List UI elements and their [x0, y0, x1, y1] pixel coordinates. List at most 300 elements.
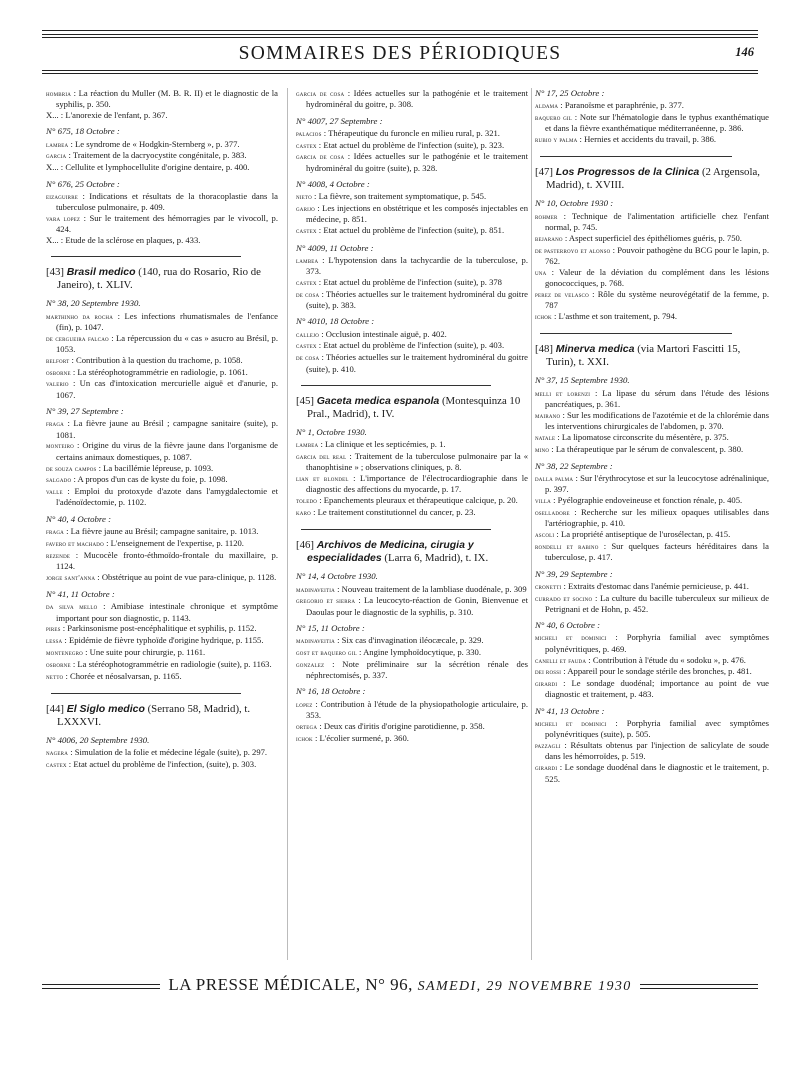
- article-entry: [296, 255, 528, 277]
- column-3: [535, 88, 769, 968]
- column-2: [296, 88, 528, 968]
- footer-journal: LA PRESSE MÉDICALE, N° 96,: [168, 975, 413, 994]
- article-title: : Un cas d'intoxication mercurielle aiguë et d'anurie, p. 1067.: [56, 378, 278, 400]
- article-title: : La culture du bacille tuberculeux sur milieux de Petrignani et de Hohn, p. 452.: [545, 592, 769, 614]
- article-title: : Le sondage duodénal dans le diagnostic et le traitement, p. 525.: [545, 762, 769, 784]
- article-entry: [296, 277, 528, 288]
- section-divider: [51, 256, 241, 257]
- article-entry: [296, 473, 528, 495]
- article-author: garcia: [46, 152, 67, 161]
- article-entry: [296, 699, 528, 721]
- article-title: : Recherche sur les milieux opaques utilisables dans l'artériographie, p. 410.: [545, 507, 769, 529]
- article-author: villa: [535, 497, 551, 506]
- article-title: : L'écolier surmené, p. 360.: [312, 732, 409, 743]
- article-author: castex: [296, 342, 317, 351]
- article-author: micheli et dominici: [535, 720, 607, 729]
- article-title: : Parkinsonisme post-encéphalitique et syphilis, p. 1152.: [60, 623, 257, 634]
- journal-name: El Siglo medico: [66, 702, 145, 715]
- article-title: : La fièvre jaune au Brésil; campagne sanitaire, p. 1013.: [63, 526, 259, 536]
- article-author: rubio y palma: [535, 136, 578, 145]
- issue-heading: N° 39, 29 Septembre :: [535, 568, 613, 579]
- issue-heading: N° 40, 4 Octobre :: [46, 513, 112, 524]
- article-entry: [46, 440, 278, 462]
- article-entry: [296, 329, 528, 340]
- issue-heading: N° 10, Octobre 1930 :: [535, 198, 614, 209]
- issue-heading: N° 38, 20 Septembre 1930.: [46, 298, 141, 309]
- article-author: valle: [46, 488, 63, 497]
- issue-heading: N° 41, 13 Octobre :: [535, 705, 605, 716]
- issue-heading: N° 4010, 18 Octobre :: [296, 316, 375, 327]
- section-divider: [51, 693, 241, 694]
- article-author: jorge sant'anna: [46, 573, 96, 582]
- column-divider: [287, 88, 288, 960]
- journal-number: [43]: [46, 266, 64, 279]
- article-author: bejarano: [535, 234, 563, 243]
- issue-heading: N° 38, 22 Septembre :: [535, 460, 613, 471]
- article-author: girardi: [535, 680, 558, 689]
- article-entry: [535, 495, 769, 506]
- article-title: : Théories actuelles sur le traitement hydrominéral du goitre (suite), p. 383.: [306, 288, 528, 311]
- article-author: fraga: [46, 420, 64, 429]
- article-title: : Chorée et néosalvarsan, p. 1165.: [63, 670, 182, 681]
- article-author: lessa: [46, 637, 63, 646]
- journal-name: Minerva medica: [555, 343, 635, 356]
- article-entry: [296, 88, 528, 110]
- article-entry: [46, 367, 278, 378]
- article-author: lian et blondel: [296, 475, 349, 484]
- article-title: : La lipomatose circonscrite du mésentère, p. 375.: [555, 431, 729, 442]
- article-author: garijo: [296, 205, 315, 214]
- article-author: favero et machado: [46, 539, 104, 548]
- article-title: : Théories actuelles sur le traitement hydrominéral du goitre (suite), p. 410.: [306, 352, 528, 374]
- article-author: lambea: [296, 441, 319, 450]
- issue-heading: N° 676, 25 Octobre :: [46, 178, 120, 189]
- article-title: : Paranoïsme et paraphrénie, p. 377.: [558, 100, 684, 111]
- article-title: : Sur quelques facteurs héréditaires dans la tuberculose, p. 417.: [545, 540, 769, 563]
- article-title: : La répercussion du « cas » asucro au Brésil, p. 1053.: [56, 332, 278, 355]
- article-entry: [46, 88, 278, 110]
- article-author: lambea: [46, 140, 69, 149]
- article-title: : Contribution à l'étude du « sodoku », p. 476.: [586, 654, 746, 665]
- article-author: marthinho da rocha: [46, 312, 114, 321]
- article-author: ortega: [296, 722, 318, 731]
- article-author: da silva mello: [46, 603, 98, 612]
- issue-heading: N° 14, 4 Octobre 1930.: [296, 571, 378, 582]
- article-author: ichok: [535, 312, 552, 321]
- article-entry: [535, 134, 769, 145]
- article-title: : Rôle du système neurovégétatif de la femme, p. 787: [545, 288, 769, 311]
- article-entry: [296, 140, 528, 151]
- article-entry: [46, 162, 278, 172]
- issue-heading: N° 41, 11 Octobre :: [46, 588, 115, 599]
- article-author: belfort: [46, 356, 70, 365]
- column-divider: [531, 88, 532, 960]
- article-entry: [46, 139, 278, 150]
- article-author: de souza campos: [46, 464, 97, 473]
- article-entry: [535, 541, 769, 563]
- article-entry: [296, 439, 528, 450]
- article-title: : Note sur l'hématologie dans le typhus exanthématique et dans la fièvre exanthématique méditerranéenne, p. 386.: [545, 112, 769, 134]
- article-title: : Extraits d'estomac dans l'anémie pernicieuse, p. 441.: [561, 580, 749, 591]
- issue-heading: N° 37, 15 Septembre 1930.: [535, 375, 630, 386]
- article-entry: [296, 733, 528, 744]
- article-title: : Etat actuel du problème de l'infection (suite), p. 403.: [316, 340, 505, 351]
- article-entry: [296, 584, 528, 595]
- header-rule: [42, 73, 758, 74]
- issue-heading: N° 4008, 4 Octobre :: [296, 179, 370, 190]
- article-author: pazzagli: [535, 742, 561, 751]
- article-author: madinaveitia: [296, 637, 335, 646]
- section-divider: [301, 385, 491, 386]
- section-divider: [540, 333, 732, 334]
- issue-heading: N° 4006, 20 Septembre 1930.: [46, 734, 150, 745]
- article-title: : Sur les modifications de l'azotémie et de la chlorémie dans les interventions chirurgicales de l'abdomen, p. 370.: [545, 409, 769, 431]
- article-entry: [296, 225, 528, 236]
- article-title: : Note préliminaire sur la sécrétion rénale des néphrectomisés, p. 337.: [306, 658, 528, 681]
- article-title: : La leucocyto-réaction de Gonin, Bienvenue et Daoulas pour le diagnostic de la syphilis, p. 310.: [306, 595, 528, 617]
- journal-name: Gaceta medica espanola: [316, 394, 440, 407]
- article-title: : Contribution à la question du trachome, p. 1058.: [69, 354, 243, 365]
- article-title: : L'asthme et son traitement, p. 794.: [551, 310, 678, 321]
- article-author: castex: [296, 141, 317, 150]
- article-entry: [296, 595, 528, 617]
- article-title: : Valeur de la déviation du complément dans les lésions gonococciques, p. 768.: [545, 266, 769, 289]
- article-entry: [46, 333, 278, 355]
- article-entry: [535, 112, 769, 134]
- article-title: : Sur le traitement des hémorragies par le vivocoll, p. 424.: [56, 212, 278, 235]
- article-author: fraga: [46, 528, 64, 536]
- article-entry: [535, 581, 769, 592]
- article-entry: [46, 659, 278, 670]
- header-rule: [42, 37, 758, 38]
- article-entry: [535, 432, 769, 443]
- footer-date: SAMEDI, 29 NOVEMBRE 1930: [417, 979, 632, 994]
- article-title: : L'hypotension dans la tachycardie de la tuberculose, p. 373.: [306, 254, 528, 277]
- article-title: : La thérapeutique par le sérum de convalescent, p. 380.: [549, 443, 744, 454]
- journal-heading: [46, 266, 278, 292]
- article-entry: [535, 267, 769, 289]
- journal-name: Los Progressos de la Clinica: [555, 166, 700, 179]
- issue-heading: N° 40, 6 Octobre :: [535, 620, 601, 631]
- article-author: toledo: [296, 497, 318, 506]
- article-author: perez de velasco: [535, 290, 589, 299]
- article-author: oselladore: [535, 509, 570, 518]
- article-entry: [535, 593, 769, 615]
- article-author: de cosa: [296, 290, 320, 299]
- article-entry: [46, 601, 278, 623]
- article-author: hombria: [46, 90, 72, 98]
- article-entry: [296, 151, 528, 173]
- article-entry: [535, 655, 769, 666]
- article-author: callejo: [296, 330, 320, 339]
- journal-details: (140, rua do Rosario, Rio de Janeiro), t. XLIV.: [57, 266, 261, 292]
- article-author: montenegro: [46, 648, 83, 657]
- article-title: : La stéréophotogrammétrie en radiologie (suite), p. 1163.: [70, 658, 272, 669]
- article-entry: [46, 647, 278, 658]
- article-entry: [46, 747, 278, 758]
- article-entry: [535, 473, 769, 495]
- article-entry: [46, 550, 278, 572]
- article-author: garcia del real: [296, 452, 347, 461]
- journal-heading: [46, 703, 278, 729]
- article-title: : Le sondage duodénal; importance au point de vue diagnostic et traitement, p. 483.: [545, 678, 769, 700]
- article-entry: [296, 340, 528, 351]
- article-author: garcia de cosa: [296, 153, 345, 162]
- article-title: : Indications et résultats de la thoracoplastie dans la tuberculose pulmonaire, p. 409.: [56, 190, 278, 213]
- article-title: : Le syndrome de « Hodgkin-Sternberg », p. 377.: [68, 138, 240, 149]
- journal-details: (via Martori Fascitti 15, Turin), t. XXI.: [546, 343, 741, 369]
- article-author: osborne: [46, 660, 71, 669]
- article-author: castex: [46, 760, 67, 769]
- article-title: : Idées actuelles sur la pathogénie et le traitement hydrominéral du goitre, p. 308.: [306, 88, 528, 110]
- article-title: : La réaction du Muller (M. B. R. II) et le diagnostic de la syphilis, p. 350.: [56, 88, 278, 110]
- article-title: : L'importance de l'électrocardiographie dans le diagnostic des affections du myocarde, p. 17.: [306, 473, 528, 495]
- article-entry: [296, 352, 528, 374]
- article-entry: [296, 721, 528, 732]
- journal-details: (Larra 6, Madrid), t. IX.: [381, 552, 489, 565]
- article-title: : Emploi du protoxyde d'azote dans l'amygdalectomie et l'adénoïdectomie, p. 1102.: [56, 486, 278, 508]
- article-title: : Etat actuel du problème de l'infection (suite), p. 378: [316, 276, 502, 287]
- article-entry: [46, 311, 278, 333]
- article-author: de pasterroyo et alonso: [535, 246, 611, 255]
- article-title: : L'enseignement de l'expertise, p. 1120.: [103, 537, 244, 548]
- article-entry: [46, 378, 278, 400]
- article-entry: [296, 289, 528, 311]
- article-author: vara lopez: [46, 214, 81, 223]
- article-title: X... : Etude de la sclérose en plaques, p. 433.: [46, 235, 201, 246]
- section-divider: [301, 529, 491, 530]
- article-title: : Les infections rhumatismales de l'enfance (fin), p. 1047.: [56, 310, 278, 332]
- article-entry: [535, 311, 769, 322]
- article-entry: [46, 418, 278, 440]
- article-author: aldama: [535, 102, 559, 111]
- article-title: : Sur l'érythrocytose et sur la leucocytose adrénalinique, p. 397.: [545, 473, 769, 495]
- article-title: : La stéréophotogrammétrie en radiologie, p. 1061.: [70, 366, 248, 377]
- article-entry: [296, 495, 528, 506]
- article-author: osborne: [46, 368, 71, 377]
- article-author: gregorio et sierra: [296, 597, 356, 606]
- article-title: : Appareil pour le sondage stérile des bronches, p. 481.: [561, 666, 752, 677]
- article-entry: [535, 762, 769, 784]
- article-entry: [46, 474, 278, 485]
- article-entry: [296, 203, 528, 225]
- article-entry: [535, 666, 769, 677]
- article-entry: [296, 635, 528, 646]
- article-entry: [296, 128, 528, 139]
- article-title: : A propos d'un cas de kyste du foie, p. 1098.: [71, 474, 228, 485]
- article-title: : Epanchements pleuraux et thérapeutique calcique, p. 20.: [317, 495, 518, 506]
- article-entry: [535, 718, 769, 740]
- issue-heading: N° 39, 27 Septembre :: [46, 406, 124, 417]
- article-author: monteiro: [46, 442, 74, 451]
- issue-heading: N° 1, Octobre 1930.: [296, 426, 367, 437]
- article-title: : Thérapeutique du furoncle en milieu rural, p. 321.: [321, 127, 500, 138]
- issue-heading: N° 4009, 11 Octobre :: [296, 242, 374, 253]
- article-author: ascoli: [535, 531, 555, 540]
- article-title: : Aspect superficiel des épithéliomes guéris, p. 750.: [562, 232, 742, 243]
- article-author: valerio: [46, 380, 69, 389]
- article-title: : Obstétrique au point de vue para-clinique, p. 1128.: [95, 571, 277, 582]
- journal-details: (Serrano 58, Madrid), t. LXXXVI.: [57, 702, 251, 728]
- article-author: garcia de cosa: [296, 90, 345, 98]
- article-entry: [46, 213, 278, 235]
- article-entry: [46, 235, 278, 245]
- article-author: girardi: [535, 764, 558, 773]
- article-title: : Etat actuel du problème de l'infection, (suite), p. 303.: [66, 758, 257, 769]
- page-title: SOMMAIRES DES PÉRIODIQUES: [238, 43, 562, 64]
- article-entry: [535, 245, 769, 267]
- journal-heading: [296, 395, 528, 421]
- article-title: : Les injections en obstétrique et les composés injectables en médecine, p. 851.: [306, 203, 528, 225]
- article-title: : La fièvre, son traitement symptomatique, p. 545.: [311, 191, 487, 202]
- article-entry: [535, 211, 769, 233]
- article-author: de cosa: [296, 354, 320, 363]
- header-rule: [42, 70, 758, 71]
- article-author: dalla palma: [535, 475, 574, 484]
- article-author: ichok: [296, 734, 313, 743]
- article-author: eizaguirre: [46, 192, 78, 201]
- article-entry: [46, 191, 278, 213]
- article-author: lopez: [296, 700, 313, 709]
- article-entry: [535, 740, 769, 762]
- article-entry: [46, 671, 278, 682]
- article-title: : Contribution à l'étude de la physiopathologie articulaire, p. 353.: [306, 698, 528, 720]
- article-title: : Hernies et accidents du travail, p. 386.: [577, 134, 717, 145]
- article-entry: [46, 463, 278, 474]
- article-author: palacios: [296, 129, 322, 138]
- issue-heading: N° 15, 11 Octobre :: [296, 622, 365, 633]
- article-title: : Traitement de la tuberculose pulmonaire par la « thanophtisine » ; observations cliniques, p. 8.: [306, 450, 528, 473]
- article-title: : La clinique et les septicémies, p. 1.: [318, 439, 446, 450]
- issue-heading: N° 17, 25 Octobre :: [535, 88, 605, 98]
- journal-number: [45]: [296, 394, 314, 407]
- article-title: : Le traitement constitutionnel du cancer, p. 23.: [310, 506, 476, 517]
- journal-number: [44]: [46, 702, 64, 715]
- article-author: cronetti: [535, 582, 562, 591]
- article-author: currado et socino: [535, 594, 593, 603]
- section-divider: [540, 156, 732, 157]
- article-author: mairano: [535, 411, 561, 420]
- issue-heading: N° 16, 18 Octobre :: [296, 686, 366, 697]
- article-author: rohmer: [535, 212, 558, 221]
- article-title: : La propriété antiseptique de l'urosélectan, p. 415.: [554, 529, 731, 540]
- journal-heading: [535, 343, 769, 369]
- article-author: lambea: [296, 256, 319, 265]
- article-author: karo: [296, 508, 311, 517]
- article-entry: [535, 678, 769, 700]
- article-author: de cergueira falcao: [46, 334, 109, 343]
- article-entry: [535, 410, 769, 432]
- article-author: gost et baquero gil: [296, 648, 357, 657]
- article-author: castex: [296, 278, 317, 287]
- article-title: : Porphyria familial avec symptômes polynévritiques (suite), p. 505.: [545, 718, 769, 740]
- article-title: : La fièvre jaune au Brésil ; campagne sanitaire (suite), p. 1081.: [56, 418, 278, 440]
- article-title: : Epidémie de fièvre typhoïde d'origine hydrique, p. 1155.: [62, 635, 264, 646]
- page-number: 146: [735, 45, 754, 59]
- article-entry: [296, 191, 528, 202]
- journal-heading: [296, 539, 528, 565]
- article-entry: [535, 100, 769, 111]
- article-title: : Idées actuelles sur le pathogénie et le traitement hydrominéral du goitre (suite), p. 328.: [306, 151, 528, 173]
- article-entry: [296, 659, 528, 681]
- article-author: madinaveitia: [296, 585, 335, 594]
- article-author: natale: [535, 433, 556, 442]
- header-rule: [42, 34, 758, 35]
- article-title: : La bacillémie lépreuse, p. 1093.: [96, 462, 214, 473]
- article-entry: [46, 635, 278, 646]
- journal-details: (2 Argensola, Madrid), t. XVIII.: [546, 166, 760, 192]
- journal-details: (Montesquinza 10 Pral., Madrid), t. IV.: [307, 394, 521, 420]
- article-title: : Six cas d'invagination iléocæcale, p. 329.: [334, 635, 484, 646]
- article-author: netto: [46, 672, 64, 681]
- article-author: canelli et fauda: [535, 656, 587, 665]
- journal-name: Archivos de Medicina, cirugia y especialidades: [307, 539, 474, 565]
- article-author: castex: [296, 227, 317, 236]
- article-title: : Amibiase intestinale chronique et symptôme important pour son diagnostic, p. 1143.: [56, 601, 278, 623]
- article-title: : Deux cas d'iritis d'origine parotidienne, p. 358.: [317, 720, 485, 731]
- article-entry: [46, 150, 278, 161]
- article-entry: [46, 572, 278, 583]
- article-author: nagera: [46, 749, 69, 758]
- article-author: una: [535, 268, 547, 277]
- journal-number: [46]: [296, 539, 314, 552]
- article-title: : Etat actuel du problème de l'infection (suite), p. 851.: [316, 225, 505, 236]
- article-entry: [535, 444, 769, 455]
- article-entry: [46, 486, 278, 508]
- article-entry: [46, 110, 278, 120]
- article-entry: [535, 289, 769, 311]
- article-entry: [46, 526, 278, 537]
- article-entry: [296, 647, 528, 658]
- article-title: : Traitement de la dacryocystite congénitale, p. 383.: [66, 150, 247, 161]
- article-author: micheli et dominici: [535, 634, 607, 643]
- article-entry: [46, 355, 278, 366]
- article-author: salgado: [46, 476, 72, 485]
- article-entry: [535, 233, 769, 244]
- article-author: pires: [46, 625, 61, 634]
- journal-heading: [535, 166, 769, 192]
- article-title: : Occlusion intestinale aiguë, p. 402.: [319, 328, 447, 339]
- article-title: : Pyélographie endoveineuse et fonction rénale, p. 405.: [551, 495, 743, 506]
- article-entry: [296, 451, 528, 473]
- article-author: rondelli et rabino: [535, 542, 599, 551]
- article-title: : Simulation de la folie et médecine légale (suite), p. 297.: [68, 747, 268, 758]
- article-author: gonzalez: [296, 660, 325, 669]
- article-author: rezende: [46, 551, 71, 560]
- journal-number: [47]: [535, 166, 553, 179]
- article-title: : Technique de l'alimentation artificielle chez l'enfant normal, p. 745.: [545, 210, 769, 233]
- article-entry: [46, 759, 278, 770]
- article-author: baquero gil: [535, 114, 573, 123]
- article-title: : Porphyria familial avec symptômes polynévritiques, p. 469.: [545, 632, 769, 654]
- article-title: : Mucocèle fronto-éthmoïdo-frontale du maxillaire, p. 1124.: [56, 549, 278, 571]
- article-title: : Etat actuel du problème de l'infection (suite), p. 323.: [316, 139, 505, 150]
- article-entry: [535, 507, 769, 529]
- journal-number: [48]: [535, 343, 553, 356]
- article-title: : Nouveau traitement de la lambliase duodénale, p. 309: [334, 583, 527, 594]
- column-1: [46, 88, 278, 968]
- article-title: X... : Cellulite et lymphocellulite d'origine dentaire, p. 400.: [46, 162, 250, 173]
- article-title: : Origine du virus de la fièvre jaune dans l'organisme de certains animaux domestiques, p. 1087.: [56, 440, 278, 462]
- journal-name: Brasil medico: [66, 266, 136, 279]
- article-title: : Angine lymphoïdocytique, p. 330.: [356, 646, 481, 657]
- issue-heading: N° 675, 18 Octobre :: [46, 126, 120, 137]
- article-entry: [535, 388, 769, 410]
- page-footer: [0, 975, 800, 997]
- article-title: X... : L'anorexie de l'enfant, p. 367.: [46, 110, 168, 121]
- header-rule: [42, 30, 758, 31]
- issue-heading: N° 4007, 27 Septembre :: [296, 115, 383, 126]
